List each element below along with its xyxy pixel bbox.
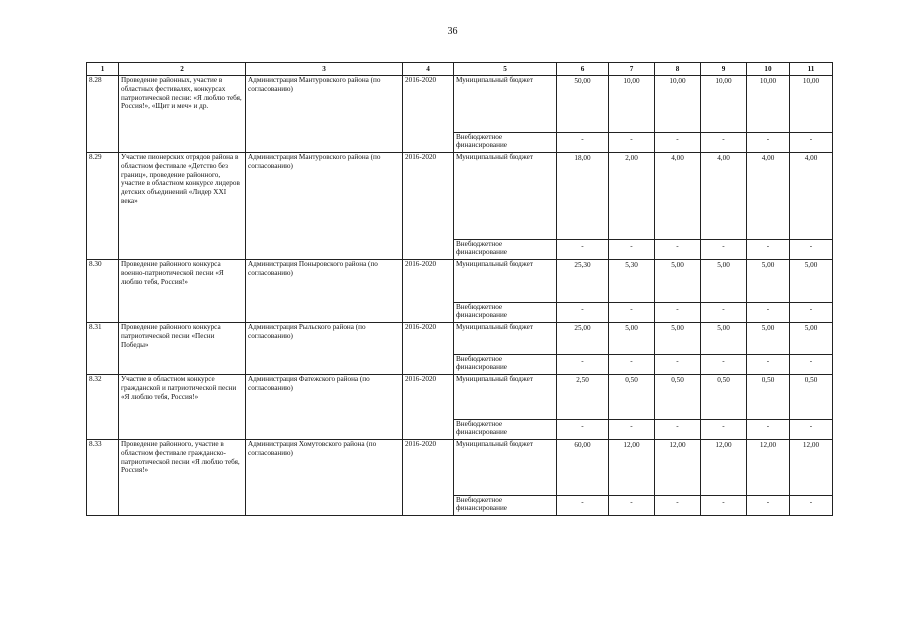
value-cell: 2,50 — [557, 375, 609, 420]
activity-cell: Проведение районного, участие в областном фестивале гражданско-патриотической песни «Я люблю тебя, Россия!» — [119, 440, 246, 516]
executor-cell: Администрация Рыльского района (по согласованию) — [246, 323, 403, 375]
activity-cell: Проведение районного конкурса военно-патриотической песни «Я люблю тебя, Россия!» — [119, 260, 246, 323]
period-cell: 2016-2020 — [403, 440, 454, 516]
value-cell: - — [609, 133, 655, 153]
value-cell: 5,00 — [701, 260, 747, 303]
period-cell: 2016-2020 — [403, 153, 454, 260]
activity-cell: Проведение районных, участие в областных фестивалях, конкурсах патриотической песни: «Я люблю тебя, Россия!», «Щит и меч» и др. — [119, 76, 246, 153]
period-cell: 2016-2020 — [403, 323, 454, 375]
header-cell: 4 — [403, 63, 454, 76]
row-id: 8.32 — [87, 375, 119, 440]
source-main: Муниципальный бюджет — [454, 323, 557, 355]
value-cell: - — [655, 240, 701, 260]
header-cell: 10 — [747, 63, 790, 76]
source-sub: Внебюджетное финансирование — [454, 420, 557, 440]
value-cell: 0,50 — [790, 375, 833, 420]
value-cell: 5,00 — [655, 323, 701, 355]
table-row — [87, 76, 833, 133]
value-cell: - — [609, 420, 655, 440]
period-cell: 2016-2020 — [403, 375, 454, 440]
value-cell: - — [701, 133, 747, 153]
value-cell: - — [557, 133, 609, 153]
header-cell: 5 — [454, 63, 557, 76]
header-cell: 2 — [119, 63, 246, 76]
header-row — [87, 63, 833, 76]
header-cell: 11 — [790, 63, 833, 76]
value-cell: 5,00 — [609, 323, 655, 355]
value-cell: - — [747, 133, 790, 153]
source-main: Муниципальный бюджет — [454, 76, 557, 133]
value-cell: - — [747, 303, 790, 323]
value-cell: - — [655, 355, 701, 375]
activity-cell: Участие в областном конкурсе гражданской и патриотической песни «Я люблю тебя, Россия!» — [119, 375, 246, 440]
row-id: 8.33 — [87, 440, 119, 516]
value-cell: - — [790, 496, 833, 516]
value-cell: 18,00 — [557, 153, 609, 240]
value-cell: 0,50 — [701, 375, 747, 420]
value-cell: - — [557, 420, 609, 440]
value-cell: 10,00 — [609, 76, 655, 133]
value-cell: - — [701, 355, 747, 375]
executor-cell: Администрация Фатежского района (по согласованию) — [246, 375, 403, 440]
value-cell: 25,00 — [557, 323, 609, 355]
activity-cell: Участие пионерских отрядов района в областном фестивале «Детство без границ», проведение районного, участие в областном конкурсе лидеров детских объединений «Лидер XXI века» — [119, 153, 246, 260]
header-cell: 7 — [609, 63, 655, 76]
value-cell: 5,00 — [747, 323, 790, 355]
value-cell: - — [701, 303, 747, 323]
value-cell: 50,00 — [557, 76, 609, 133]
source-sub: Внебюджетное финансирование — [454, 133, 557, 153]
value-cell: - — [609, 303, 655, 323]
value-cell: - — [790, 420, 833, 440]
executor-cell: Администрация Мантуровского района (по согласованию) — [246, 76, 403, 153]
value-cell: - — [609, 496, 655, 516]
value-cell: - — [790, 303, 833, 323]
value-cell: 10,00 — [747, 76, 790, 133]
executor-cell: Администрация Хомутовского района (по согласованию) — [246, 440, 403, 516]
activity-cell: Проведение районного конкурса патриотической песни «Песни Победы» — [119, 323, 246, 375]
value-cell: 5,00 — [655, 260, 701, 303]
row-id: 8.31 — [87, 323, 119, 375]
value-cell: 12,00 — [701, 440, 747, 496]
source-sub: Внебюджетное финансирование — [454, 496, 557, 516]
value-cell: 5,00 — [747, 260, 790, 303]
value-cell: 5,00 — [790, 323, 833, 355]
value-cell: 10,00 — [790, 76, 833, 133]
value-cell: 2,00 — [609, 153, 655, 240]
header-cell: 8 — [655, 63, 701, 76]
table-row — [87, 375, 833, 420]
value-cell: 4,00 — [747, 153, 790, 240]
value-cell: 12,00 — [747, 440, 790, 496]
row-id: 8.28 — [87, 76, 119, 153]
value-cell: - — [790, 133, 833, 153]
page-number: 36 — [447, 26, 458, 37]
value-cell: - — [747, 420, 790, 440]
value-cell: - — [701, 420, 747, 440]
table-row — [87, 260, 833, 303]
value-cell: - — [747, 355, 790, 375]
value-cell: 5,00 — [701, 323, 747, 355]
value-cell: - — [655, 420, 701, 440]
source-sub: Внебюджетное финансирование — [454, 240, 557, 260]
value-cell: - — [609, 240, 655, 260]
value-cell: - — [557, 303, 609, 323]
header-cell: 9 — [701, 63, 747, 76]
value-cell: 0,50 — [609, 375, 655, 420]
value-cell: - — [609, 355, 655, 375]
header-cell: 1 — [87, 63, 119, 76]
value-cell: - — [747, 496, 790, 516]
header-cell: 3 — [246, 63, 403, 76]
value-cell: - — [701, 240, 747, 260]
header-cell: 6 — [557, 63, 609, 76]
value-cell: 10,00 — [655, 76, 701, 133]
value-cell: 0,50 — [747, 375, 790, 420]
value-cell: 10,00 — [701, 76, 747, 133]
value-cell: 4,00 — [790, 153, 833, 240]
value-cell: - — [557, 240, 609, 260]
value-cell: 0,50 — [655, 375, 701, 420]
value-cell: 12,00 — [790, 440, 833, 496]
value-cell: 25,30 — [557, 260, 609, 303]
source-main: Муниципальный бюджет — [454, 375, 557, 420]
period-cell: 2016-2020 — [403, 260, 454, 323]
value-cell: - — [701, 496, 747, 516]
value-cell: 12,00 — [655, 440, 701, 496]
value-cell: 60,00 — [557, 440, 609, 496]
value-cell: 4,00 — [655, 153, 701, 240]
value-cell: - — [790, 240, 833, 260]
value-cell: - — [747, 240, 790, 260]
value-cell: - — [655, 303, 701, 323]
value-cell: - — [790, 355, 833, 375]
value-cell: - — [557, 496, 609, 516]
value-cell: - — [557, 355, 609, 375]
value-cell: - — [655, 496, 701, 516]
value-cell: 5,00 — [790, 260, 833, 303]
value-cell: 5,30 — [609, 260, 655, 303]
table-row — [87, 440, 833, 496]
source-main: Муниципальный бюджет — [454, 260, 557, 303]
source-sub: Внебюджетное финансирование — [454, 303, 557, 323]
row-id: 8.30 — [87, 260, 119, 323]
budget-table — [86, 62, 833, 516]
value-cell: 4,00 — [701, 153, 747, 240]
executor-cell: Администрация Мантуровского района (по согласованию) — [246, 153, 403, 260]
value-cell: 12,00 — [609, 440, 655, 496]
source-main: Муниципальный бюджет — [454, 440, 557, 496]
source-sub: Внебюджетное финансирование — [454, 355, 557, 375]
table-row — [87, 153, 833, 240]
value-cell: - — [655, 133, 701, 153]
source-main: Муниципальный бюджет — [454, 153, 557, 240]
executor-cell: Администрация Поныровского района (по согласованию) — [246, 260, 403, 323]
period-cell: 2016-2020 — [403, 76, 454, 153]
table-row — [87, 323, 833, 355]
row-id: 8.29 — [87, 153, 119, 260]
